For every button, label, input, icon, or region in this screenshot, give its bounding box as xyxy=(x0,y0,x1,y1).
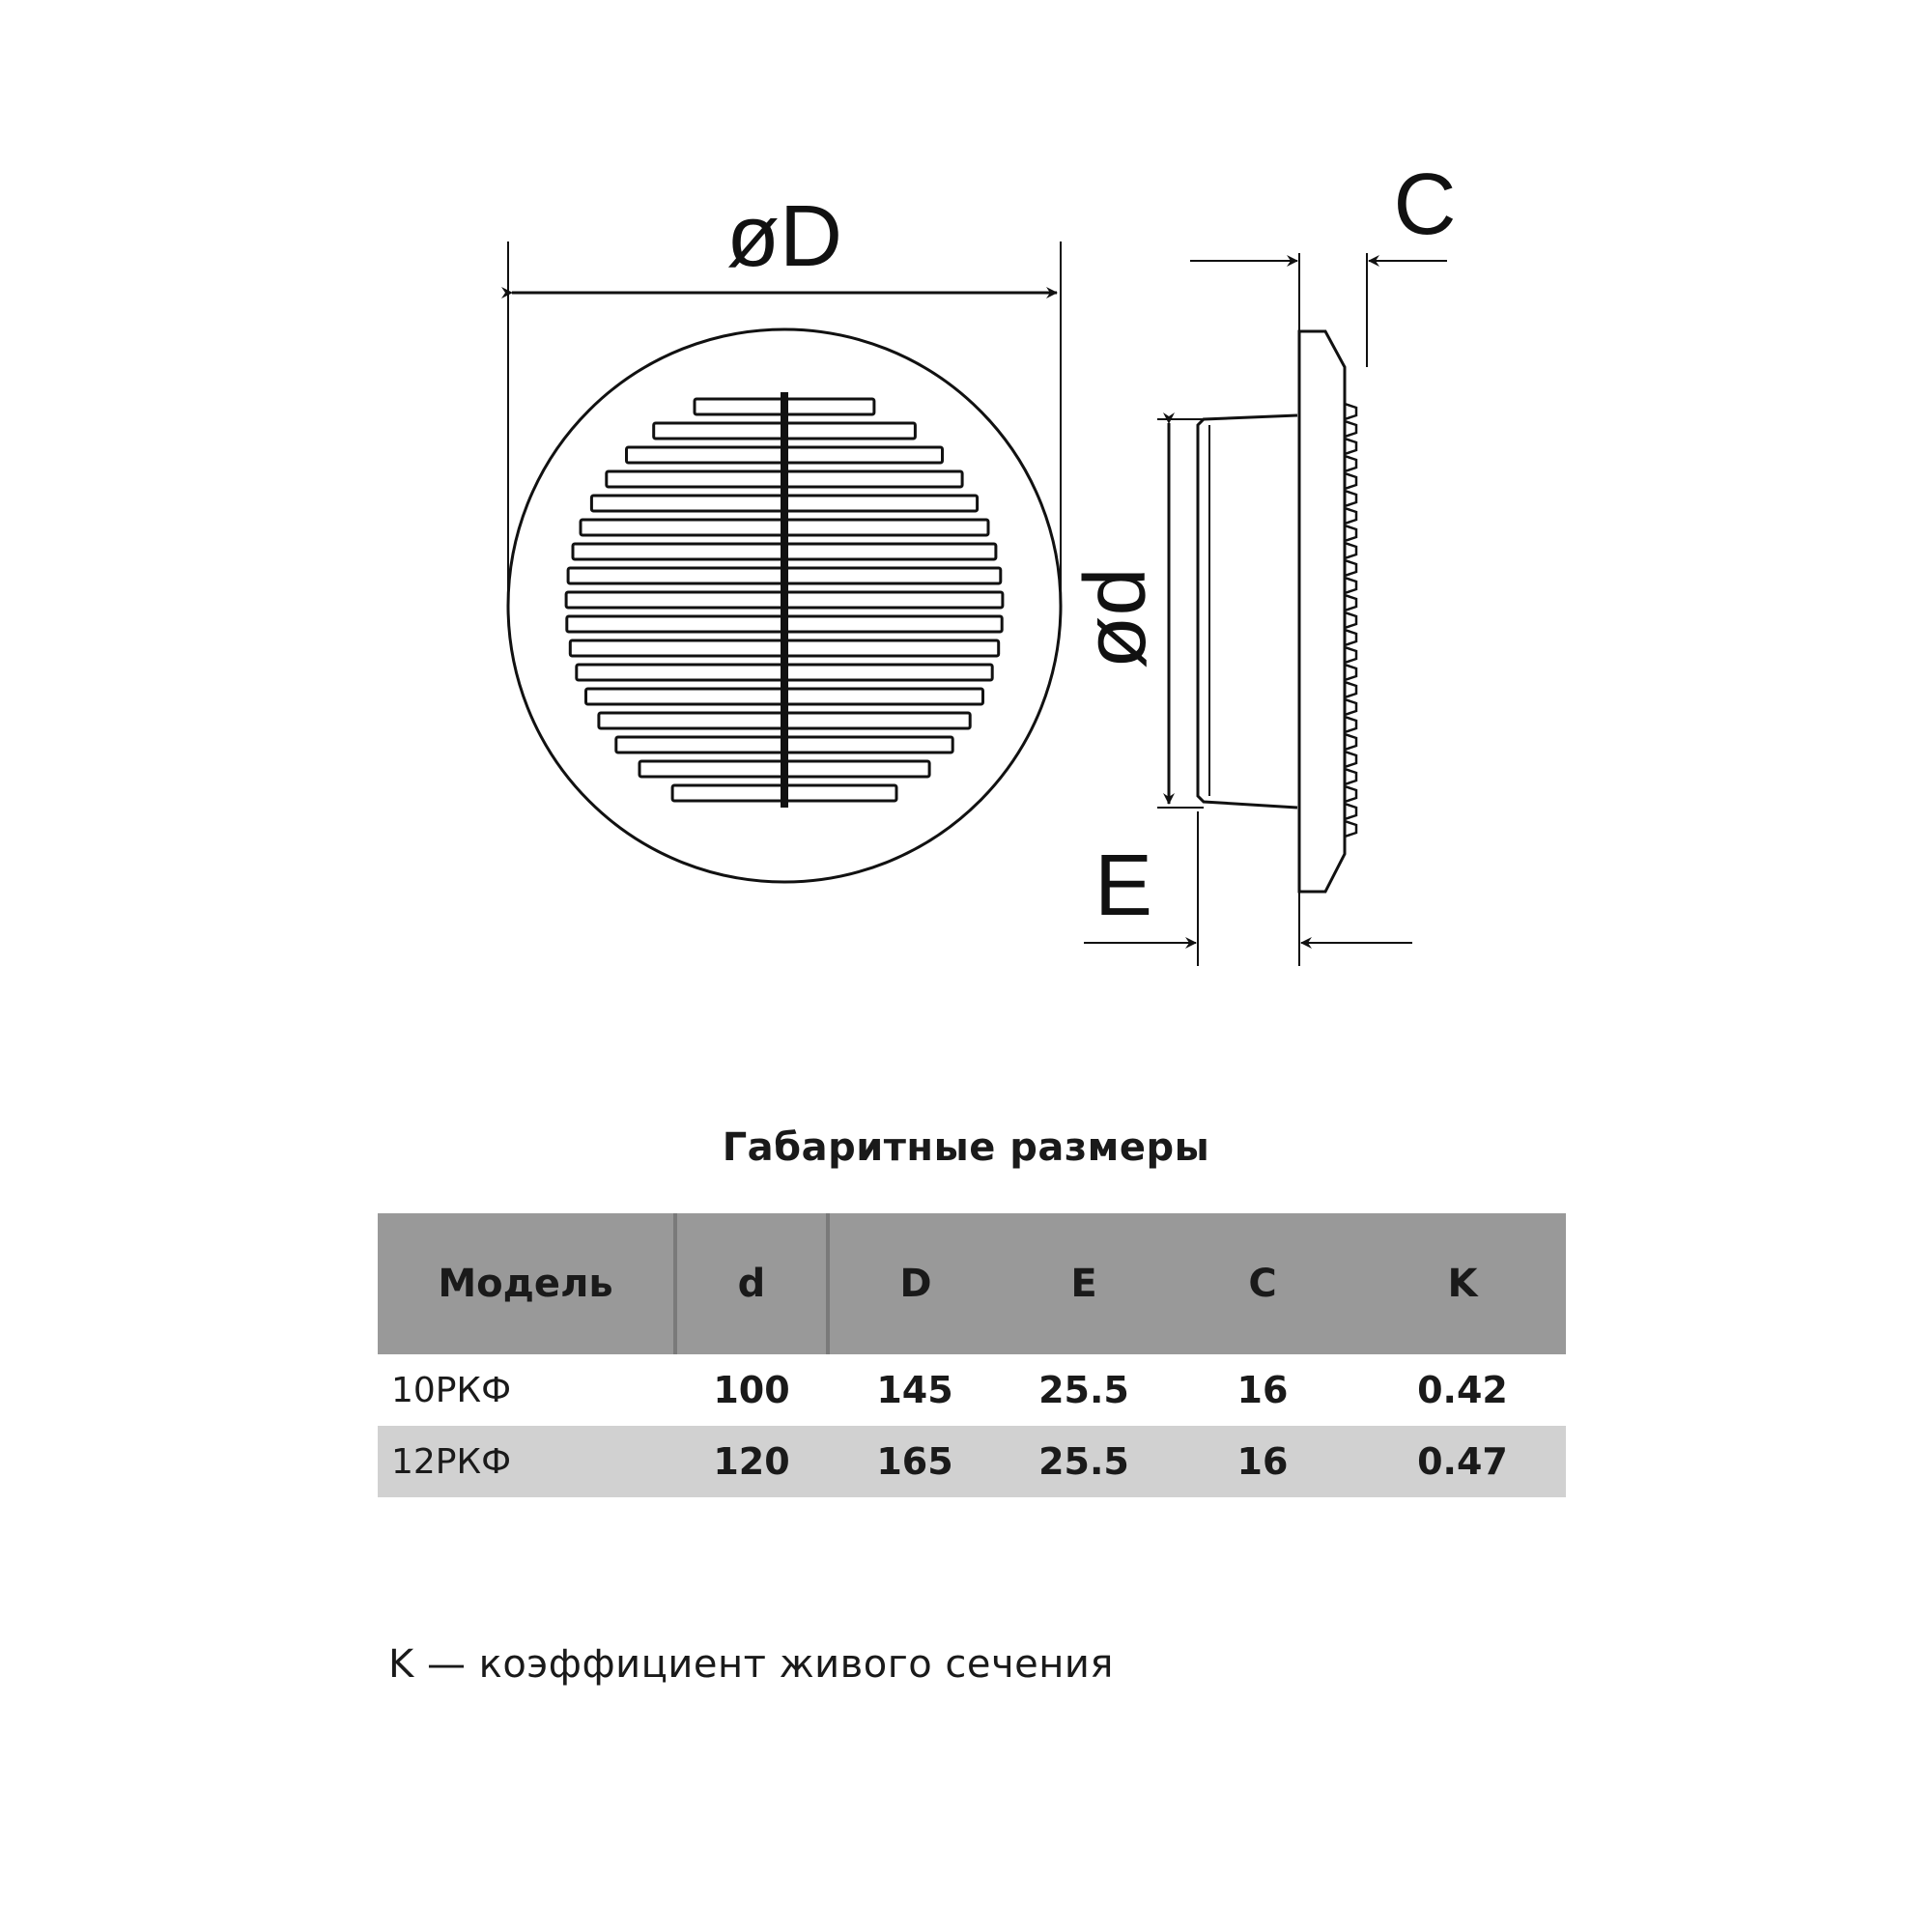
footnote: K — коэффициент живого сечения xyxy=(388,1642,1114,1687)
louver-tooth xyxy=(1345,717,1356,732)
louver-tooth xyxy=(1345,752,1356,767)
louver-tooth xyxy=(1345,595,1356,611)
header-model: Модель xyxy=(378,1213,675,1354)
header-K: K xyxy=(1359,1213,1566,1354)
louver-tooth xyxy=(1345,699,1356,715)
louver-tooth xyxy=(1345,769,1356,784)
louver-tooth xyxy=(1345,473,1356,489)
louver-tooth xyxy=(1345,630,1356,645)
front-view xyxy=(508,329,1061,882)
header-E: E xyxy=(1002,1213,1166,1354)
header-D: D xyxy=(828,1213,1002,1354)
louver-tooth xyxy=(1345,508,1356,524)
louver-tooth xyxy=(1345,543,1356,558)
cell-d: 120 xyxy=(675,1426,828,1497)
label-D: øD xyxy=(726,188,842,285)
louver-tooth xyxy=(1345,421,1356,437)
header-C: C xyxy=(1166,1213,1359,1354)
table-row xyxy=(378,1426,1566,1497)
louver-tooth xyxy=(1345,804,1356,819)
cell-d: 100 xyxy=(713,1369,790,1411)
cell-model: 10РКФ xyxy=(391,1370,512,1410)
louver-tooth xyxy=(1345,560,1356,576)
louver-tooth xyxy=(1345,665,1356,680)
louver-tooth xyxy=(1345,526,1356,541)
louver-tooth xyxy=(1345,647,1356,663)
louver-tooth xyxy=(1345,439,1356,454)
cell-C: 16 xyxy=(1166,1426,1359,1497)
louver-tooth xyxy=(1345,456,1356,471)
table-header-row xyxy=(378,1213,1566,1354)
louver-tooth xyxy=(1345,612,1356,628)
louver-tooth xyxy=(1345,404,1356,419)
louver-tooth xyxy=(1345,491,1356,506)
table-title: Габаритные размеры xyxy=(722,1125,1210,1170)
table-row xyxy=(378,1354,1566,1426)
cell-K: 0.42 xyxy=(1417,1369,1508,1411)
louver-teeth xyxy=(1345,404,1356,837)
louver-tooth xyxy=(1345,682,1356,697)
louver-tooth xyxy=(1345,786,1356,802)
label-E: E xyxy=(1094,838,1153,934)
cell-C: 16 xyxy=(1236,1369,1289,1411)
label-C: C xyxy=(1393,156,1457,253)
cell-D: 145 xyxy=(876,1369,953,1411)
dimensions-table xyxy=(378,1213,1566,1497)
cell-E: 25.5 xyxy=(1002,1426,1166,1497)
cell-D: 165 xyxy=(828,1426,1002,1497)
dimension-C xyxy=(1190,253,1447,367)
spigot xyxy=(1198,415,1297,808)
louver-tooth xyxy=(1345,821,1356,837)
label-d: ød xyxy=(1067,567,1164,669)
cell-model: 12РКФ xyxy=(378,1426,675,1497)
flange xyxy=(1299,331,1345,892)
header-d: d xyxy=(675,1213,828,1354)
cell-E: 25.5 xyxy=(1038,1369,1129,1411)
louver-tooth xyxy=(1345,578,1356,593)
cell-K: 0.47 xyxy=(1359,1426,1566,1497)
side-view xyxy=(1198,331,1356,892)
louver-tooth xyxy=(1345,734,1356,750)
